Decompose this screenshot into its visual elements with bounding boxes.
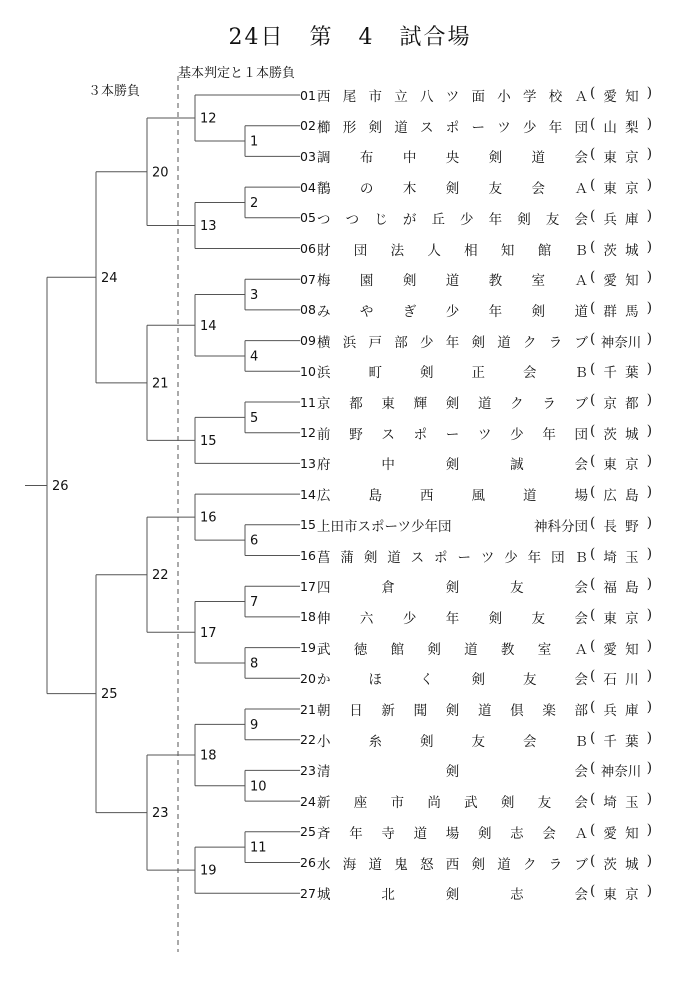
team-row [300, 115, 652, 137]
team-number: 24 [300, 793, 316, 809]
match-number: 12 [200, 111, 217, 127]
team-name: 清 剣 会 [317, 764, 588, 781]
team-name: 武 徳 館 剣 道 教 室 Ａ [317, 641, 588, 658]
team-number: 25 [300, 824, 316, 840]
team-number: 22 [300, 732, 316, 748]
match-number: 5 [250, 410, 259, 426]
team-prefecture: ( 兵 庫 ) [590, 699, 652, 719]
team-number: 13 [300, 455, 316, 471]
team-row [300, 207, 652, 229]
team-prefecture: ( 兵 庫 ) [590, 207, 652, 228]
team-row [300, 238, 652, 260]
team-name: 前 野 ス ポ ー ツ 少 年 団 [317, 426, 588, 443]
team-prefecture: ( 群 馬 ) [590, 299, 652, 320]
team-name: 城 北 剣 志 会 [317, 887, 588, 904]
team-row [300, 360, 652, 382]
team-row [300, 483, 652, 505]
team-name: 京 都 東 輝 剣 道 ク ラ ブ [317, 396, 588, 412]
team-name: 浜 町 剣 正 会 Ｂ [317, 365, 588, 382]
team-row [300, 821, 652, 843]
match-number: 13 [200, 218, 217, 234]
match-number: 25 [101, 687, 118, 703]
team-row [300, 176, 652, 198]
team-prefecture: ( 東 京 ) [590, 177, 652, 198]
team-number: 15 [300, 517, 316, 533]
team-number: 11 [300, 394, 316, 410]
team-prefecture: ( 神奈川 ) [590, 330, 652, 351]
match-number: 9 [250, 717, 259, 733]
three-bout-label: ３本勝負 [88, 84, 141, 99]
team-prefecture: ( 茨 城 ) [590, 422, 652, 443]
team-name: 櫛 形 剣 道 ス ポ ー ツ 少 年 団 [317, 119, 588, 136]
team-prefecture: ( 埼 玉 ) [590, 791, 652, 812]
team-prefecture: ( 石 川 ) [590, 668, 652, 689]
team-row [300, 882, 652, 904]
team-row [300, 790, 652, 812]
match-number: 22 [152, 568, 169, 584]
match-number: 18 [200, 748, 217, 764]
title-dai: 第 [309, 25, 334, 50]
team-number: 18 [300, 609, 316, 625]
match-number: 8 [250, 656, 259, 672]
team-number: 20 [300, 670, 316, 686]
team-prefecture: ( 愛 知 ) [590, 821, 652, 842]
team-prefecture: ( 愛 知 ) [590, 637, 652, 658]
team-name: 調 布 中 央 剣 道 会 [317, 150, 588, 167]
team-prefecture: ( 茨 城 ) [590, 238, 652, 259]
team-row [300, 698, 652, 720]
team-number: 17 [300, 578, 316, 594]
team-number: 07 [300, 271, 316, 287]
match-number: 19 [200, 863, 217, 879]
team-number: 16 [300, 548, 316, 563]
team-name: 水 海 道 鬼 怒 西 剣 道 ク ラ ブ [317, 856, 588, 873]
team-prefecture: ( 福 島 ) [590, 576, 652, 597]
team-name: 鶺 の 木 剣 友 会 Ａ [317, 181, 588, 198]
match-number: 3 [250, 288, 259, 304]
team-prefecture: ( 千 葉 ) [590, 361, 652, 382]
team-name: 財 団 法 人 相 知 館 Ｂ [317, 242, 588, 259]
match-number: 15 [200, 433, 217, 449]
team-number: 12 [300, 425, 316, 441]
match-number: 4 [250, 349, 259, 365]
team-prefecture: ( 長 野 ) [590, 514, 652, 535]
team-number: 09 [300, 333, 316, 349]
team-name: つ つ じ が 丘 少 年 剣 友 会 [317, 211, 588, 228]
match-number: 23 [152, 806, 169, 822]
team-name: 朝 日 新 聞 剣 道 倶 楽 部 [317, 703, 588, 719]
team-row [300, 606, 652, 628]
team-number: 03 [300, 148, 316, 164]
team-number: 01 [300, 87, 316, 103]
team-number: 02 [300, 118, 316, 134]
team-prefecture: ( 山 梨 ) [590, 115, 652, 136]
team-prefecture: ( 千 葉 ) [590, 729, 652, 750]
team-row [300, 667, 652, 689]
title-day: 24日 [228, 25, 285, 50]
match-number: 24 [101, 270, 118, 286]
match-number: 2 [250, 195, 259, 211]
judgment-label: 基本判定と１本勝負 [178, 66, 296, 81]
team-name: 四 倉 剣 友 会 [317, 580, 588, 597]
team-number: 27 [300, 885, 316, 901]
team-name: 新 座 市 尚 武 剣 友 会 [317, 795, 588, 812]
team-prefecture: ( 埼 玉 ) [590, 545, 652, 566]
team-name: み や ぎ 少 年 剣 道 [317, 303, 588, 320]
team-name: 府 中 剣 誠 会 [317, 457, 588, 474]
team-prefecture: ( 愛 知 ) [590, 85, 652, 105]
team-name: 小 糸 剣 友 会 Ｂ [317, 733, 588, 750]
team-row [300, 637, 652, 659]
team-name: か ほ く 剣 友 会 [317, 672, 588, 689]
team-number: 05 [300, 210, 316, 226]
team-number: 26 [300, 855, 316, 870]
team-name: 西 尾 市 立 八 ツ 面 小 学 校 Ａ [317, 89, 588, 105]
team-prefecture: ( 茨 城 ) [590, 852, 652, 873]
team-row [300, 330, 652, 352]
match-number: 7 [250, 595, 259, 611]
team-number: 08 [300, 302, 316, 318]
match-number: 17 [200, 625, 217, 641]
team-number: 14 [300, 486, 316, 502]
team-row [300, 268, 652, 290]
title-num: 4 [358, 25, 375, 50]
team-number: 10 [300, 363, 316, 379]
team-number: 19 [300, 640, 316, 656]
team-prefecture: ( 東 京 ) [590, 146, 652, 167]
team-number: 21 [300, 701, 316, 717]
team-row [300, 514, 652, 536]
match-number: 21 [152, 376, 169, 392]
team-name: 伸 六 少 年 剣 友 会 [317, 610, 588, 627]
match-number: 11 [250, 840, 267, 856]
title-venue: 試合場 [399, 25, 472, 50]
team-row [300, 759, 652, 781]
team-row [300, 391, 652, 413]
team-prefecture: ( 東 京 ) [590, 453, 652, 474]
team-number: 23 [300, 762, 316, 778]
team-name: 広 島 西 風 道 場 [317, 488, 588, 505]
team-prefecture: ( 愛 知 ) [590, 269, 652, 290]
team-prefecture: ( 東 京 ) [590, 606, 652, 627]
team-name: 菖 蒲 剣 道 ス ポ ー ツ 少 年 団 Ｂ [317, 549, 588, 566]
team-prefecture: ( 京 都 ) [590, 392, 652, 412]
team-number: 04 [300, 179, 316, 195]
team-name: 横 浜 戸 部 少 年 剣 道 ク ラ ブ [317, 334, 588, 351]
team-name: 上田市スポーツ少年団 神科分団 [317, 518, 588, 535]
team-row [300, 545, 652, 567]
team-row [300, 575, 652, 597]
team-prefecture: ( 神奈川 ) [590, 760, 652, 781]
team-row [300, 145, 652, 167]
match-number: 10 [250, 779, 267, 795]
team-prefecture: ( 東 京 ) [590, 883, 652, 904]
match-number: 26 [52, 478, 69, 494]
team-name: 梅 園 剣 道 教 室 Ａ [317, 273, 588, 290]
team-row [300, 852, 652, 874]
team-prefecture: ( 広 島 ) [590, 484, 652, 505]
match-number: 1 [250, 134, 259, 150]
match-number: 6 [250, 533, 259, 549]
team-name: 斉 年 寺 道 場 剣 志 会 Ａ [317, 825, 588, 842]
match-number: 14 [200, 318, 217, 334]
team-row [300, 84, 652, 106]
team-row [300, 729, 652, 751]
team-row [300, 452, 652, 474]
team-row [300, 422, 652, 444]
match-number: 16 [200, 510, 217, 526]
team-row [300, 299, 652, 321]
team-number: 06 [300, 241, 316, 256]
match-number: 20 [152, 165, 169, 181]
